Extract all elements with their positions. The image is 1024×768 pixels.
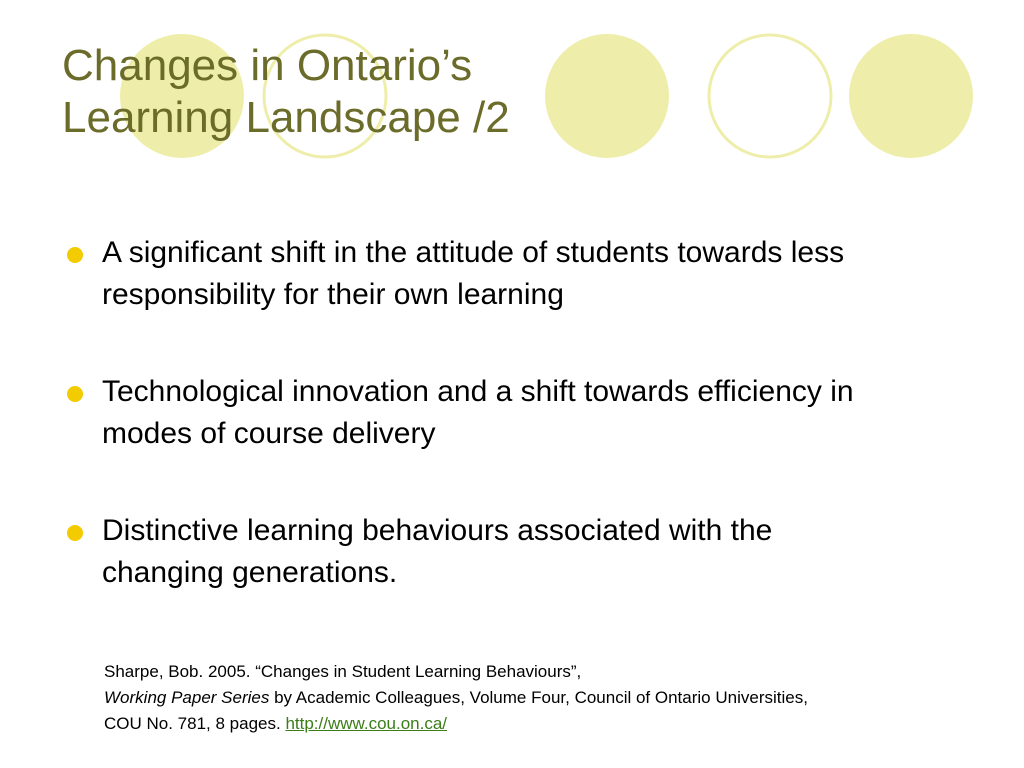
citation-line-3: [104, 711, 984, 737]
bullet-dot-icon: [67, 525, 83, 541]
bullet-text-line: Technological innovation and a shift towards efficiency in: [102, 375, 854, 408]
slide-title-line-2: Learning Landscape /2: [62, 93, 510, 142]
decorative-circle-outlined: [709, 35, 831, 157]
citation-series-title: Working Paper Series: [104, 688, 270, 707]
citation: [104, 659, 984, 737]
bullet-text-line: Distinctive learning behaviours associated with the: [102, 514, 773, 547]
citation-line-2: [104, 685, 984, 711]
decorative-circle-filled: [545, 34, 669, 158]
bullet-dot-icon: [67, 247, 83, 263]
bullet-text-line: A significant shift in the attitude of students towards less: [102, 236, 845, 269]
bullet-item: [62, 510, 982, 594]
bullet-text-line: responsibility for their own learning: [102, 278, 564, 311]
bullet-item: [62, 371, 982, 455]
bullet-dot-icon: [67, 386, 83, 402]
decorative-circle-filled: [849, 34, 973, 158]
bullet-text-line: modes of course delivery: [102, 417, 436, 450]
citation-line-2-text: by Academic Colleagues, Volume Four, Council of Ontario Universities,: [269, 688, 808, 707]
citation-line-3-text: COU No. 781, 8 pages.: [104, 714, 286, 733]
slide-title: [62, 40, 510, 144]
citation-link[interactable]: http://www.cou.on.ca/: [285, 714, 448, 733]
bullet-item: [62, 232, 982, 316]
bullet-list: [62, 232, 982, 649]
citation-line-1: Sharpe, Bob. 2005. “Changes in Student Learning Behaviours”,: [104, 662, 582, 681]
slide-title-line-1: Changes in Ontario’s: [62, 41, 473, 90]
bullet-text-line: changing generations.: [102, 556, 398, 589]
